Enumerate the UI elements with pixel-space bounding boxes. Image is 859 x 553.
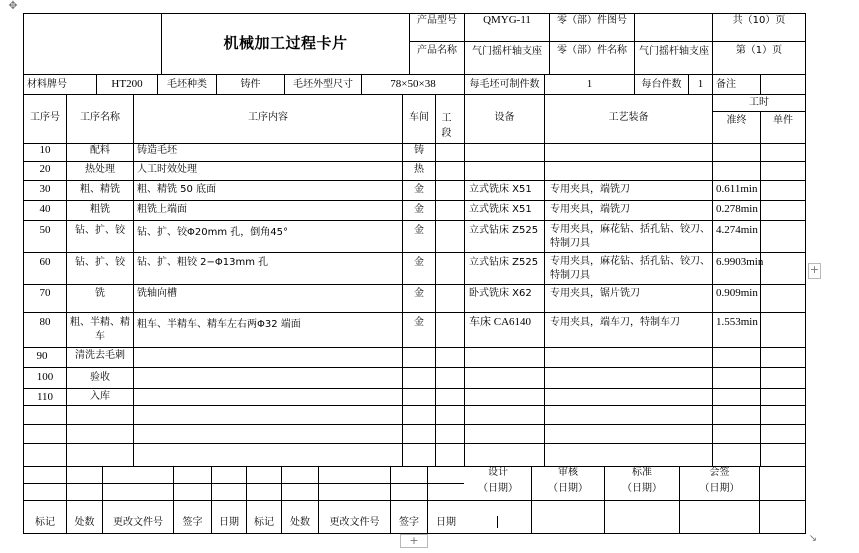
equipment-cell: 立式钻床 Z525 — [469, 257, 539, 268]
header-section: 工段 — [441, 113, 452, 139]
tooling-cell: 专用夹具，锯片铣刀 — [550, 288, 640, 299]
footer-date: 日期 — [436, 517, 456, 528]
unit-time-cell: 6.9903min — [716, 256, 764, 268]
rule — [464, 94, 465, 466]
op-no-cell: 10 — [39, 144, 51, 156]
rule — [760, 111, 761, 466]
op-content-cell: 钻、扩、铰Φ20mm 孔，倒角45° — [137, 227, 288, 238]
workshop-cell: 金 — [414, 317, 424, 328]
rule — [23, 200, 806, 201]
workshop-cell: 金 — [414, 257, 424, 268]
add-row-handle[interactable]: + — [400, 534, 428, 548]
equipment-cell: 立式铣床 X51 — [469, 184, 532, 195]
op-name-cell: 入库 — [90, 391, 110, 402]
review-date[interactable]: （日期） — [548, 483, 588, 494]
standard-label: 标准 — [632, 467, 652, 478]
rule — [23, 94, 806, 95]
rule — [409, 41, 805, 42]
op-content-cell: 铣轴向槽 — [137, 288, 177, 299]
total-pages: 共（10）页 — [732, 15, 786, 26]
design-label: 设计 — [488, 467, 508, 478]
rule — [544, 94, 545, 466]
rule — [23, 405, 806, 406]
footer-mark: 标记 — [254, 517, 274, 528]
header-unit-time: 单件 — [773, 115, 793, 126]
rule — [23, 252, 806, 253]
product-model[interactable]: QMYG-11 — [483, 14, 531, 26]
header-workshop: 车间 — [409, 112, 429, 123]
rule — [23, 143, 806, 144]
blank-type-label: 毛坯种类 — [167, 79, 207, 90]
op-no-cell: 110 — [36, 391, 54, 403]
tooling-cell: 专用夹具，端铣刀 — [550, 184, 630, 195]
table-move-handle[interactable]: ✥ — [8, 0, 18, 12]
op-name-cell: 热处理 — [85, 164, 115, 175]
product-model-label: 产品型号 — [417, 15, 457, 26]
per-blank[interactable]: 1 — [586, 78, 593, 90]
frame-left — [23, 13, 24, 533]
op-content-cell: 钻、扩、粗铰 2−Φ13mm 孔 — [137, 257, 269, 268]
material-grade-label: 材料牌号 — [27, 79, 67, 90]
footer-mark: 标记 — [35, 517, 55, 528]
rule — [435, 94, 436, 466]
tooling-cell: 专用夹具，端铣刀 — [550, 204, 630, 215]
review-label: 审核 — [558, 467, 578, 478]
equipment-cell: 立式钻床 Z525 — [469, 225, 539, 236]
table-resize-handle[interactable]: ↘ — [808, 533, 818, 544]
blank-size-label: 毛坯外型尺寸 — [293, 79, 353, 90]
footer-count: 处数 — [74, 517, 95, 528]
rule — [23, 284, 806, 285]
blank-type[interactable]: 铸件 — [240, 79, 261, 90]
unit-time-cell: 0.611min — [716, 183, 758, 195]
op-name-cell: 清洗去毛刺 — [75, 350, 125, 361]
countersign-date[interactable]: （日期） — [699, 483, 740, 494]
rule — [23, 500, 806, 501]
footer-count: 处数 — [290, 517, 310, 528]
standard-date[interactable]: （日期） — [622, 483, 662, 494]
op-name-cell: 钻、扩、铰 — [75, 257, 125, 268]
material-grade[interactable]: HT200 — [111, 78, 143, 90]
op-content-cell: 粗铣上端面 — [137, 204, 187, 215]
rule — [23, 367, 806, 368]
workshop-cell: 铸 — [414, 145, 424, 156]
product-name[interactable]: 气门摇杆轴支座 — [472, 46, 542, 57]
rule — [133, 94, 134, 466]
op-content-cell: 粗、精铣 50 底面 — [137, 184, 217, 195]
rule — [23, 443, 806, 444]
header-op-name: 工序名称 — [80, 112, 120, 123]
tooling-cell: 专用夹具，麻花钻、括孔钻、铰刀、特制刀具 — [550, 224, 710, 249]
part-drawing-no-label: 零（部）件图号 — [557, 15, 627, 26]
footer-change-doc: 更改文件号 — [113, 517, 163, 528]
per-blank-label: 每毛坯可制件数 — [469, 79, 540, 90]
frame-top — [23, 13, 806, 14]
workshop-cell: 金 — [414, 288, 424, 299]
part-name-label: 零（部）件名称 — [557, 45, 627, 56]
part-name[interactable]: 气门摇杆轴支座 — [639, 46, 709, 57]
rule — [634, 13, 635, 74]
rule — [23, 388, 806, 389]
rule — [23, 180, 806, 181]
op-no-cell: 100 — [36, 371, 54, 383]
op-no-cell: 90 — [36, 350, 48, 362]
rule — [23, 424, 806, 425]
rule — [712, 111, 806, 112]
design-date[interactable]: （日期） — [478, 483, 518, 494]
tooling-cell: 专用夹具，麻花钻、括孔钻、铰刀、特制刀具 — [550, 256, 710, 281]
unit-time-cell: 0.909min — [716, 287, 758, 299]
remark-label: 备注 — [716, 79, 736, 90]
op-name-cell: 粗、半精、精车 — [70, 317, 130, 342]
per-unit-label: 每台件数 — [641, 79, 682, 90]
header-time: 工时 — [749, 97, 769, 108]
footer-sign: 签字 — [182, 517, 203, 528]
op-no-cell: 50 — [39, 224, 51, 236]
text-cursor — [497, 516, 498, 528]
card-title: 机械加工过程卡片 — [223, 34, 348, 52]
unit-time-cell: 4.274min — [716, 224, 758, 236]
header-equipment: 设备 — [494, 112, 515, 123]
header-tooling: 工艺装备 — [608, 112, 649, 123]
equipment-cell: 立式铣床 X51 — [469, 204, 532, 215]
unit-time-cell: 0.278min — [716, 203, 758, 215]
op-name-cell: 验收 — [90, 372, 110, 383]
page-number: 第（1）页 — [735, 45, 783, 56]
tooling-cell: 专用夹具，端车刀，特制车刀 — [550, 317, 680, 328]
blank-size[interactable]: 78×50×38 — [390, 78, 436, 90]
rule — [23, 220, 806, 221]
op-no-cell: 20 — [39, 163, 51, 175]
header-op-no: 工序号 — [30, 112, 60, 123]
op-no-cell: 80 — [39, 316, 51, 328]
workshop-cell: 金 — [414, 184, 424, 195]
footer-change-doc: 更改文件号 — [329, 517, 380, 528]
rule — [712, 94, 713, 466]
op-content-cell: 人工时效处理 — [137, 164, 197, 175]
workshop-cell: 金 — [414, 204, 424, 215]
per-unit[interactable]: 1 — [697, 78, 704, 90]
rule — [23, 347, 806, 348]
footer-sign: 签字 — [399, 517, 419, 528]
countersign-label: 会签 — [709, 467, 730, 478]
workshop-cell: 金 — [414, 225, 424, 236]
op-name-cell: 钻、扩、铰 — [75, 225, 125, 236]
header-op-content: 工序内容 — [248, 112, 288, 123]
op-name-cell: 粗、精铣 — [80, 184, 120, 195]
frame-right — [805, 13, 806, 533]
unit-time-cell: 1.553min — [716, 316, 758, 328]
op-no-cell: 40 — [39, 203, 51, 215]
rule — [759, 466, 760, 533]
op-no-cell: 70 — [39, 287, 51, 299]
rule — [23, 312, 806, 313]
op-name-cell: 粗铣 — [90, 204, 110, 215]
op-no-cell: 30 — [39, 183, 51, 195]
op-content-cell: 铸造毛坯 — [137, 145, 177, 156]
equipment-cell: 卧式铣床 X62 — [469, 288, 532, 299]
footer-date: 日期 — [219, 517, 239, 528]
op-name-cell: 配料 — [90, 145, 110, 156]
op-name-cell: 铣 — [95, 288, 105, 299]
product-name-label: 产品名称 — [417, 45, 457, 56]
rule — [760, 74, 761, 94]
header-prep-time: 准终 — [726, 115, 747, 126]
add-column-handle[interactable]: + — [808, 263, 821, 279]
equipment-cell: 车床 CA6140 — [469, 316, 532, 328]
op-no-cell: 60 — [39, 256, 51, 268]
rule — [712, 74, 713, 94]
rule — [23, 483, 464, 484]
op-content-cell: 粗车、半精车、精车左右两Φ32 端面 — [137, 319, 301, 330]
workshop-cell: 热 — [414, 164, 424, 175]
rule — [23, 161, 806, 162]
